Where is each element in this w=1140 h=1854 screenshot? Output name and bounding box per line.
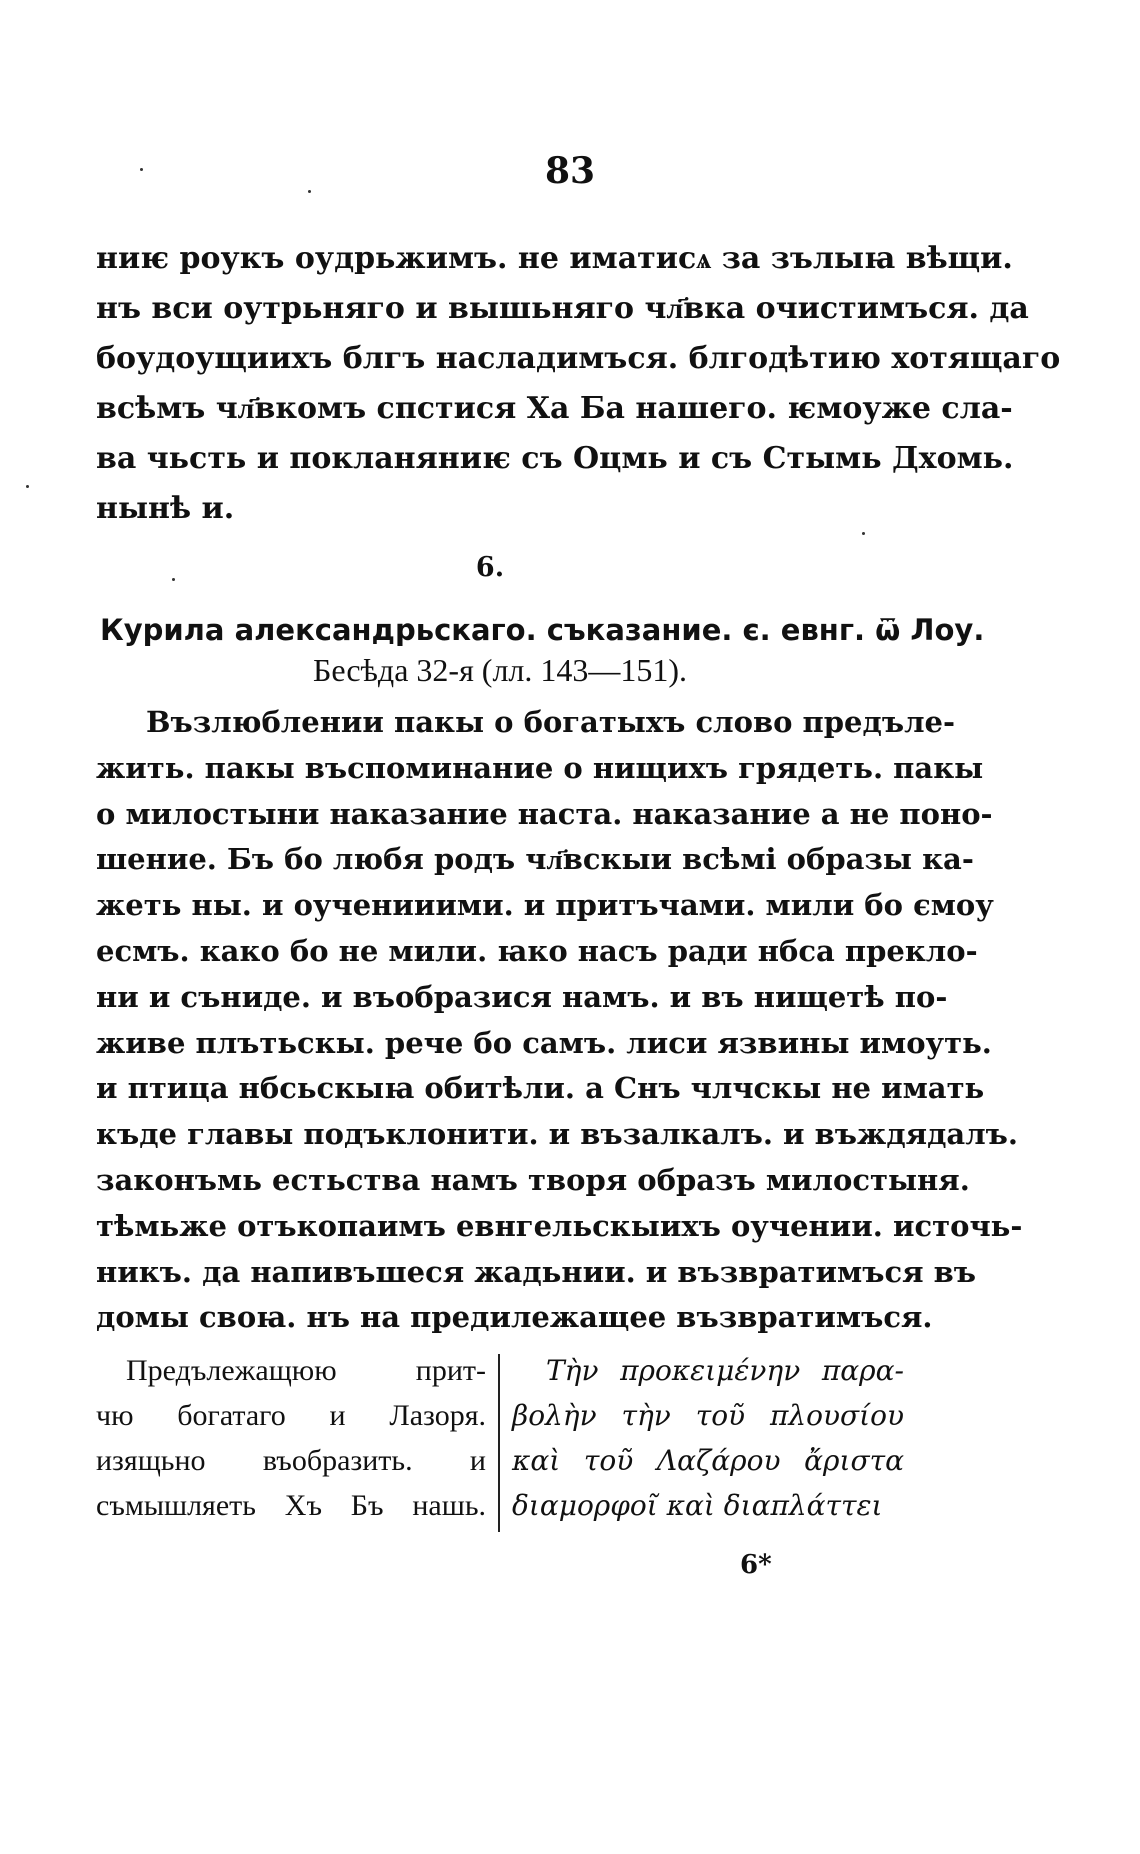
text-line: всѣмъ чл҃вкомъ спстися Ха Ба нашего. ѥмоуже сла- [96, 391, 1013, 426]
heading-title: Курила александрьскаго. съказание. є. евнг. ѿ Лоу. [100, 613, 985, 647]
column-line: Предълежащюю прит- [126, 1354, 486, 1387]
text-line: ни и сънидe. и въобразися намъ. и въ нищетѣ по- [96, 979, 948, 1014]
print-speck [26, 485, 29, 488]
text-line: о милостыни наказание наста. наказание а не поно- [96, 796, 993, 831]
text-line: нъ вси оутрьняго и вышьняго чл҃вка очистимъся. да [96, 291, 1029, 326]
text-line: живе плътьскы. рече бо самъ. лиси язвины имоуть. [96, 1025, 992, 1060]
greek-column [512, 1348, 904, 1528]
section-number: 6. [475, 552, 505, 583]
text-line: къде главы подъклонити. и възалкалъ. и въждядалъ. [96, 1117, 1018, 1152]
text-line: боудоущиихъ блгъ насладимъся. блгодѣтию хотящаго [96, 341, 1061, 376]
text-line: тѣмьже отъкопаимъ евнгельскыихъ оучении. источь- [96, 1208, 1023, 1243]
section-heading [100, 610, 985, 690]
body-paragraph [96, 700, 1023, 1341]
text-line: никъ. да напивъшеся жадьнии. и възвратимъся въ [96, 1254, 977, 1289]
text-line: есмъ. како бо не мили. ꙗко насъ ради нбса преклo- [96, 933, 978, 968]
text-line: жить. пакы въспоминание о нищихъ грядеть. пакы [96, 750, 984, 785]
text-line: шение. Бъ бо любя родъ чл҃вскыи всѣмі образы ка- [96, 842, 974, 877]
print-speck [862, 532, 865, 535]
column-line: καὶ τοῦ Λαζάρου ἄριστα [512, 1444, 904, 1477]
slavonic-column [96, 1348, 486, 1528]
column-divider [498, 1354, 500, 1532]
column-line: изящьно въобразить. и [96, 1444, 486, 1477]
column-line: Τὴν προκειμένην παρα- [546, 1354, 904, 1387]
column-line: съмышляеть Хъ Бъ нашь. [96, 1489, 486, 1522]
column-line: διαμορφοῖ καὶ διαπλάττει [512, 1489, 883, 1522]
text-line: жеть ны. и оученииими. и притъчами. мили бо ємоу [96, 888, 994, 923]
text-line: ва чьсть и покланяниѥ съ Оцмь и съ Стымь Дхомь. [96, 441, 1014, 476]
print-speck [308, 190, 311, 193]
print-speck [140, 168, 143, 171]
text-line: законъмь естьства намъ творя образъ милостыня. [96, 1162, 970, 1197]
text-line: домы своꙗ. нъ на предилежащее възвратимъся. [96, 1300, 933, 1335]
top-paragraph [96, 234, 1061, 534]
text-line: нынѣ и. [96, 491, 235, 526]
heading-subtitle: Бесѣда 32-я (лл. 143—151). [312, 652, 688, 688]
print-speck [172, 578, 175, 581]
signature-mark: 6* [740, 1550, 772, 1580]
column-line: βολὴν τὴν τοῦ πλουσίου [512, 1399, 904, 1432]
parallel-text-columns [96, 1348, 904, 1532]
column-line: чю богатаго и Лазоря. [96, 1399, 486, 1432]
text-line: ниѥ роукъ оудрьжимъ. не иматисѧ за зълыꙗ вѣщи. [96, 241, 1013, 276]
text-line: и птица нбсьскыꙗ обитѣли. а Снъ члчскы не имать [96, 1071, 985, 1106]
text-line: Възлюблении пакы о богатыхъ слово предълe- [146, 705, 956, 739]
page-number: 83 [544, 150, 596, 192]
